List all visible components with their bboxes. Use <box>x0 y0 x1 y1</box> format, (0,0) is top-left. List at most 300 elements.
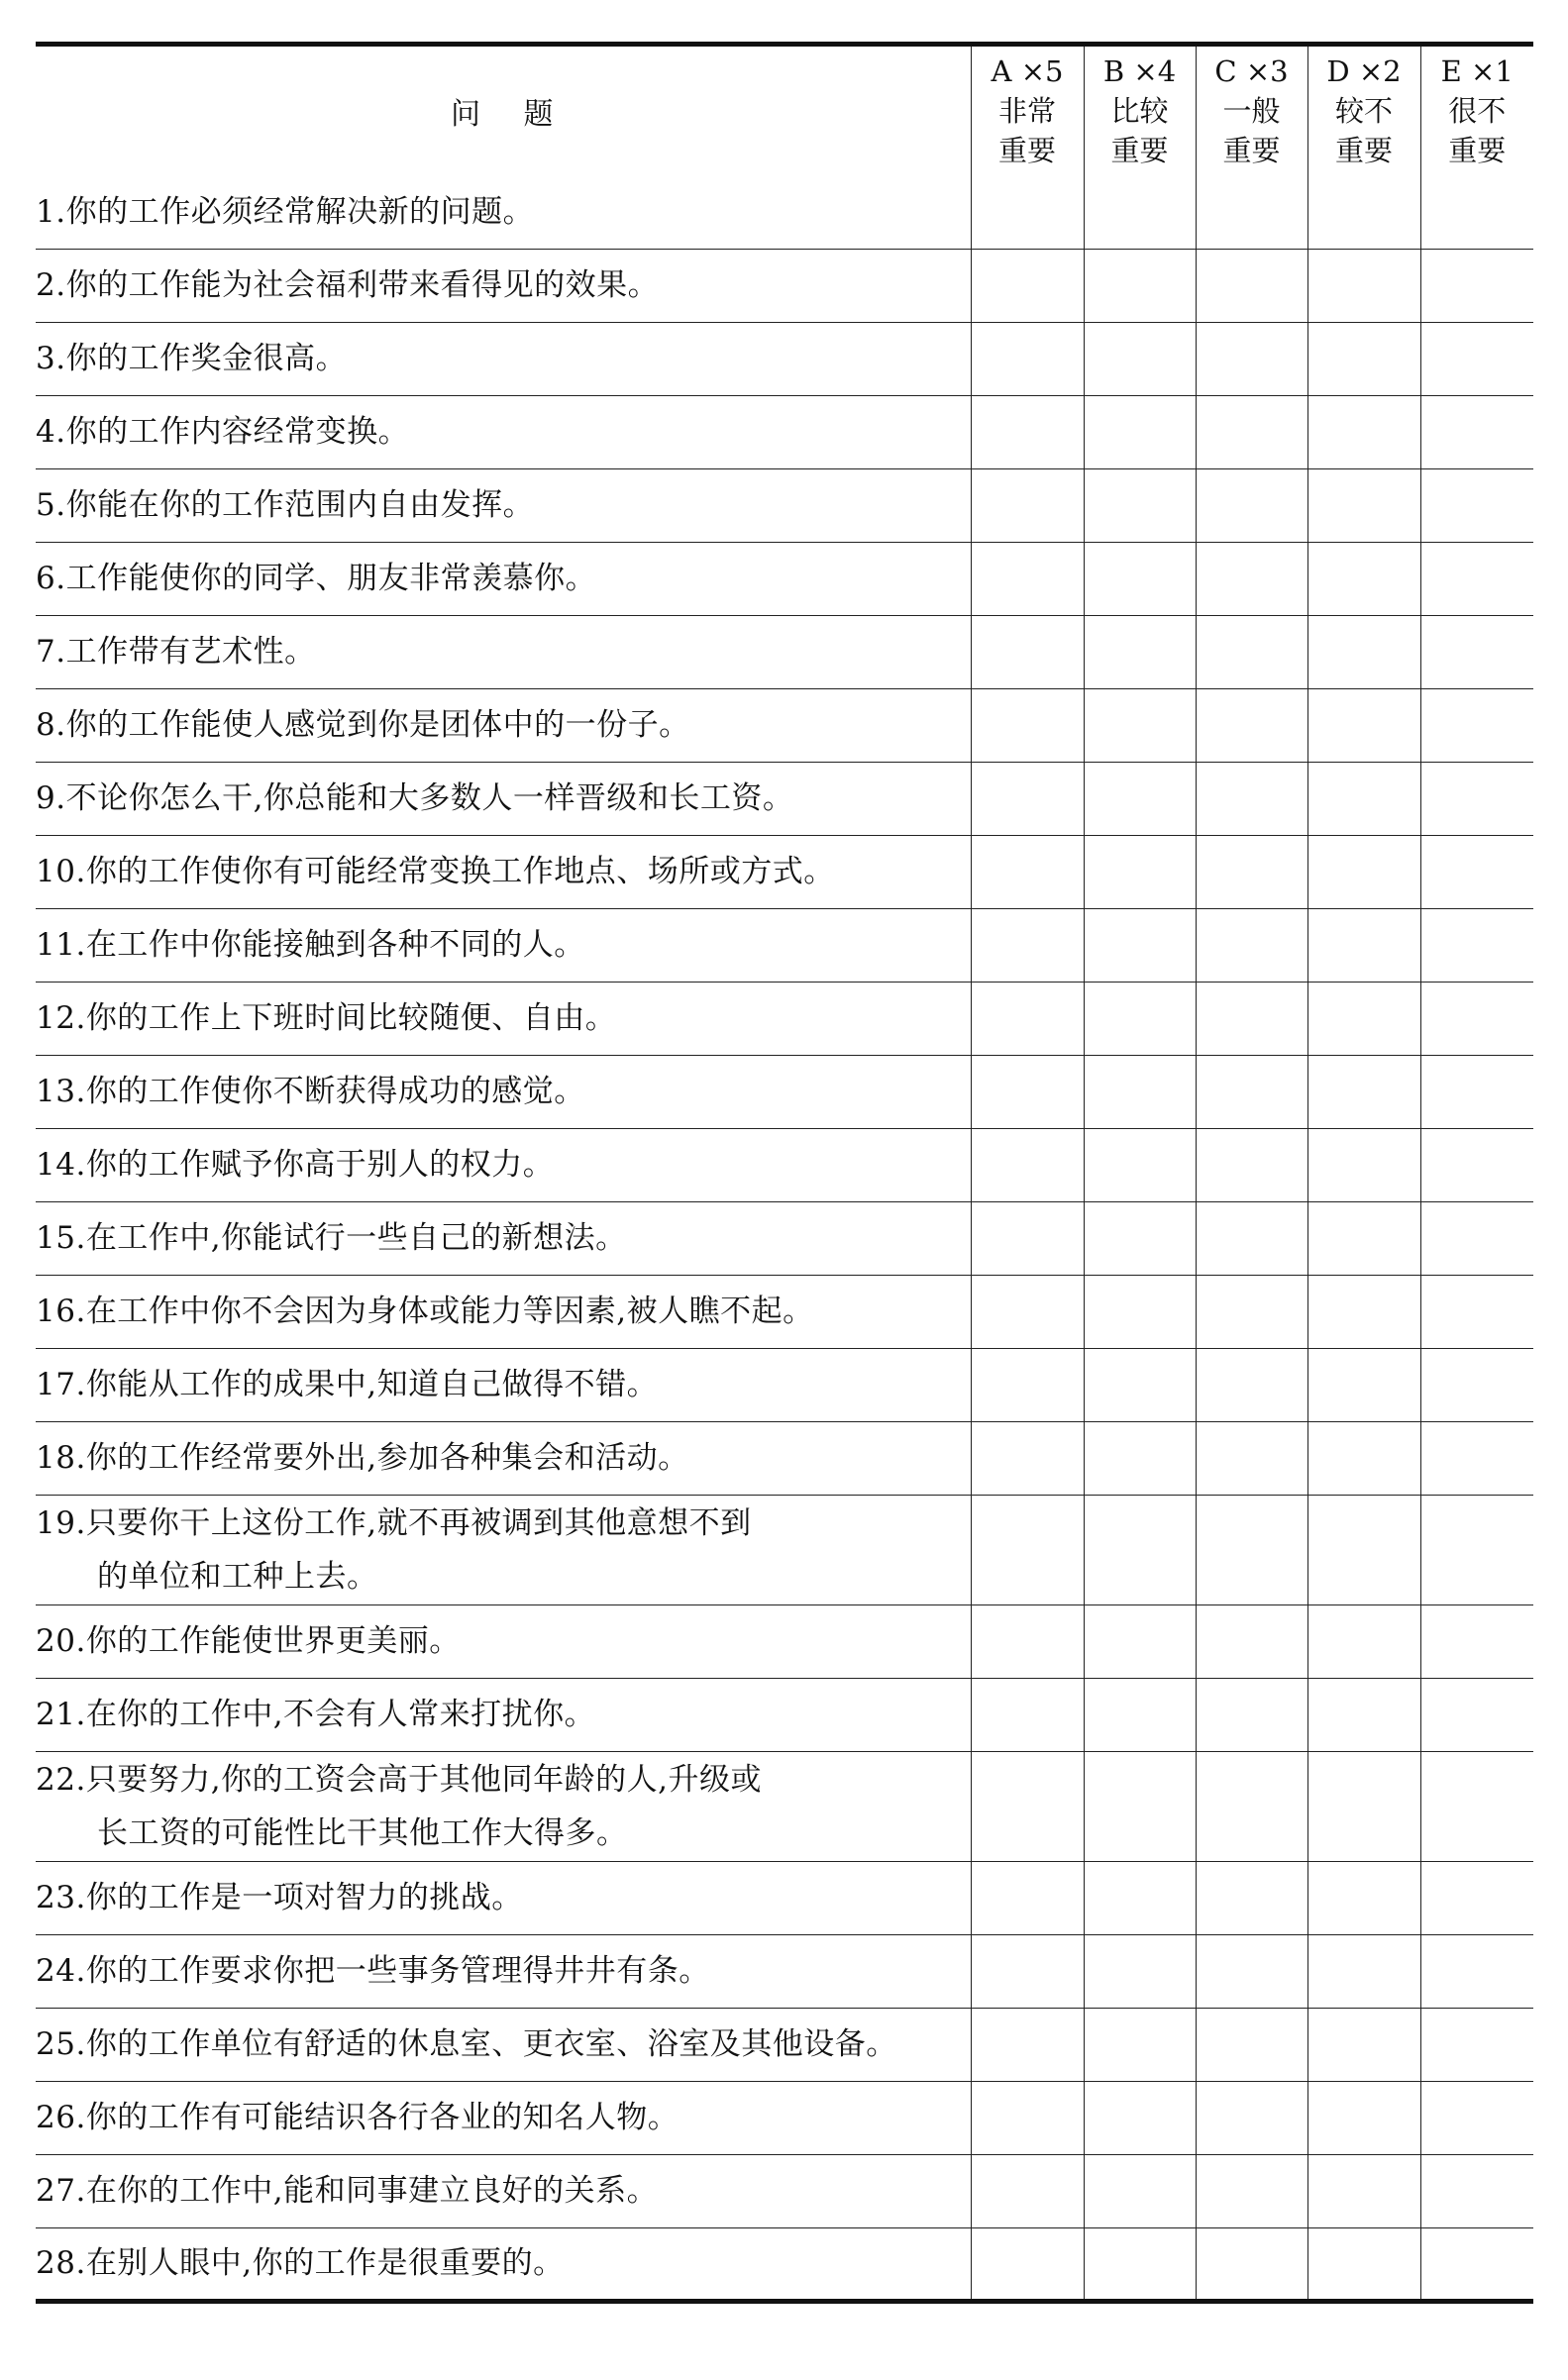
question-text: 你的工作要求你把一些事务管理得井井有条。 <box>85 1953 710 1989</box>
question-text: 你能在你的工作范围内自由发挥。 <box>65 487 535 523</box>
answer-cell-c[interactable] <box>1196 468 1307 542</box>
option-label-line2: 重要 <box>997 134 1056 167</box>
answer-cell-c[interactable] <box>1196 1604 1307 1678</box>
answer-cell-c[interactable] <box>1196 982 1307 1055</box>
answer-cell-d[interactable] <box>1307 175 1420 249</box>
question-row <box>36 468 1533 542</box>
question-line <box>36 2244 971 2282</box>
answer-cell-c[interactable] <box>1196 2081 1307 2154</box>
question-text: 在工作中你不会因为身体或能力等因素,被人瞧不起。 <box>85 1293 814 1329</box>
question-cell <box>36 322 971 395</box>
question-cell <box>36 1128 971 1201</box>
answer-cell-d[interactable] <box>1307 2008 1420 2081</box>
question-row <box>36 1275 1533 1348</box>
answer-cell-e[interactable] <box>1420 175 1533 249</box>
question-text: 你的工作有可能结识各行各业的知名人物。 <box>85 2100 679 2135</box>
question-text: 不论你怎么干,你总能和大多数人一样晋级和长工资。 <box>65 780 794 816</box>
question-line <box>36 413 971 451</box>
answer-cell-d[interactable] <box>1307 1751 1420 1861</box>
question-row <box>36 1604 1533 1678</box>
question-text: 在你的工作中,能和同事建立良好的关系。 <box>85 2173 659 2209</box>
answer-cell-c[interactable] <box>1196 908 1307 982</box>
answer-cell-c[interactable] <box>1196 1861 1307 1934</box>
question-line <box>36 1219 971 1257</box>
answer-cell-d[interactable] <box>1307 688 1420 762</box>
question-line <box>36 779 971 817</box>
answer-cell-b[interactable] <box>1084 982 1196 1055</box>
answer-cell-a[interactable] <box>971 1678 1084 1751</box>
question-line <box>36 1696 971 1733</box>
question-cell <box>36 468 971 542</box>
answer-cell-d[interactable] <box>1307 1055 1420 1128</box>
question-row <box>36 688 1533 762</box>
question-row <box>36 322 1533 395</box>
question-row <box>36 908 1533 982</box>
answer-cell-d[interactable] <box>1307 395 1420 468</box>
answer-cell-b[interactable] <box>1084 175 1196 249</box>
answer-cell-a[interactable] <box>971 1495 1084 1604</box>
answer-cell-e[interactable] <box>1420 1861 1533 1934</box>
question-cell <box>36 1934 971 2008</box>
question-row <box>36 175 1533 249</box>
answer-cell-b[interactable] <box>1084 2008 1196 2081</box>
answer-cell-d[interactable] <box>1307 2227 1420 2301</box>
question-line <box>36 853 971 890</box>
answer-cell-c[interactable] <box>1196 1934 1307 2008</box>
question-number: 22. <box>36 1761 86 1798</box>
answer-cell-d[interactable] <box>1307 1421 1420 1495</box>
question-row <box>36 2154 1533 2227</box>
question-number: 25. <box>36 2026 86 2062</box>
answer-cell-c[interactable] <box>1196 2154 1307 2227</box>
answer-cell-d[interactable] <box>1307 249 1420 322</box>
option-code: D ×2 <box>1326 54 1402 88</box>
question-line <box>36 1073 971 1110</box>
answer-cell-b[interactable] <box>1084 1275 1196 1348</box>
answer-cell-a[interactable] <box>971 1421 1084 1495</box>
question-row <box>36 2227 1533 2301</box>
question-number: 26. <box>36 2100 86 2135</box>
answer-cell-a[interactable] <box>971 688 1084 762</box>
answer-cell-e[interactable] <box>1420 1348 1533 1421</box>
answer-cell-e[interactable] <box>1420 1421 1533 1495</box>
answer-cell-d[interactable] <box>1307 982 1420 1055</box>
question-list <box>36 175 1533 2301</box>
question-column-header: 问 题 <box>36 45 971 176</box>
answer-cell-c[interactable] <box>1196 835 1307 908</box>
answer-cell-d[interactable] <box>1307 1348 1420 1421</box>
option-code: E ×1 <box>1440 54 1514 88</box>
answer-cell-e[interactable] <box>1420 1934 1533 2008</box>
answer-cell-c[interactable] <box>1196 1348 1307 1421</box>
question-text: 你的工作奖金很高。 <box>65 341 348 376</box>
question-number: 24. <box>36 1953 86 1989</box>
answer-cell-c[interactable] <box>1196 542 1307 615</box>
answer-cell-b[interactable] <box>1084 1128 1196 1201</box>
answer-cell-e[interactable] <box>1420 982 1533 1055</box>
question-row <box>36 1421 1533 1495</box>
question-number: 5. <box>36 487 66 523</box>
answer-cell-a[interactable] <box>971 835 1084 908</box>
answer-cell-c[interactable] <box>1196 1201 1307 1275</box>
answer-cell-c[interactable] <box>1196 395 1307 468</box>
question-text: 你的工作经常要外出,参加各种集会和活动。 <box>85 1440 689 1476</box>
option-label-line2: 重要 <box>1448 134 1507 167</box>
answer-cell-b[interactable] <box>1084 249 1196 322</box>
question-cell <box>36 1678 971 1751</box>
answer-cell-b[interactable] <box>1084 1348 1196 1421</box>
question-number: 4. <box>36 414 66 450</box>
answer-cell-d[interactable] <box>1307 1128 1420 1201</box>
answer-cell-d[interactable] <box>1307 1495 1420 1604</box>
question-text: 你的工作赋予你高于别人的权力。 <box>85 1147 555 1183</box>
answer-cell-e[interactable] <box>1420 762 1533 835</box>
question-line <box>36 486 971 524</box>
answer-cell-b[interactable] <box>1084 835 1196 908</box>
header-row <box>36 45 1533 176</box>
option-header-e <box>1420 45 1533 176</box>
answer-cell-e[interactable] <box>1420 1751 1533 1861</box>
option-header-d <box>1307 45 1420 176</box>
question-row <box>36 615 1533 688</box>
question-text: 你的工作必须经常解决新的问题。 <box>65 193 535 230</box>
question-number: 17. <box>36 1367 86 1402</box>
answer-cell-b[interactable] <box>1084 1861 1196 1934</box>
question-row <box>36 2008 1533 2081</box>
answer-cell-d[interactable] <box>1307 2081 1420 2154</box>
answer-cell-a[interactable] <box>971 2081 1084 2154</box>
question-line <box>36 560 971 597</box>
question-row <box>36 1055 1533 1128</box>
question-row <box>36 1861 1533 1934</box>
question-cell <box>36 2227 971 2301</box>
answer-cell-c[interactable] <box>1196 1751 1307 1861</box>
answer-cell-e[interactable] <box>1420 1275 1533 1348</box>
question-number: 6. <box>36 561 66 596</box>
answer-cell-b[interactable] <box>1084 1201 1196 1275</box>
question-cell <box>36 688 971 762</box>
question-text: 你的工作单位有舒适的休息室、更衣室、浴室及其他设备。 <box>85 2026 897 2062</box>
answer-cell-b[interactable] <box>1084 1934 1196 2008</box>
question-cell <box>36 1604 971 1678</box>
question-line <box>36 1439 971 1477</box>
answer-cell-d[interactable] <box>1307 908 1420 982</box>
answer-cell-b[interactable] <box>1084 2154 1196 2227</box>
question-line <box>36 1366 971 1403</box>
answer-cell-c[interactable] <box>1196 2008 1307 2081</box>
answer-cell-e[interactable] <box>1420 2227 1533 2301</box>
question-line <box>36 1504 971 1542</box>
question-line <box>36 266 971 304</box>
question-text: 只要努力,你的工资会高于其他同年龄的人,升级或 <box>85 1761 763 1798</box>
answer-cell-d[interactable] <box>1307 542 1420 615</box>
question-text: 你的工作使你不断获得成功的感觉。 <box>85 1074 585 1109</box>
answer-cell-e[interactable] <box>1420 1678 1533 1751</box>
answer-cell-a[interactable] <box>971 908 1084 982</box>
answer-cell-d[interactable] <box>1307 1201 1420 1275</box>
answer-cell-e[interactable] <box>1420 1055 1533 1128</box>
answer-cell-e[interactable] <box>1420 542 1533 615</box>
option-label-line1: 非常 <box>997 94 1056 128</box>
option-header-a <box>971 45 1084 176</box>
question-text: 工作能使你的同学、朋友非常羡慕你。 <box>65 561 597 596</box>
answer-cell-b[interactable] <box>1084 542 1196 615</box>
answer-cell-d[interactable] <box>1307 762 1420 835</box>
answer-cell-d[interactable] <box>1307 1604 1420 1678</box>
answer-cell-c[interactable] <box>1196 1128 1307 1201</box>
question-line <box>36 193 971 231</box>
answer-cell-c[interactable] <box>1196 322 1307 395</box>
question-row <box>36 1201 1533 1275</box>
answer-cell-c[interactable] <box>1196 2227 1307 2301</box>
answer-cell-e[interactable] <box>1420 908 1533 982</box>
answer-cell-a[interactable] <box>971 249 1084 322</box>
answer-cell-e[interactable] <box>1420 322 1533 395</box>
option-code: C ×3 <box>1214 54 1289 88</box>
question-line <box>36 1879 971 1916</box>
option-label-line2: 重要 <box>1222 134 1281 167</box>
question-cell <box>36 1201 971 1275</box>
answer-cell-d[interactable] <box>1307 1861 1420 1934</box>
answer-cell-a[interactable] <box>971 1751 1084 1861</box>
answer-cell-a[interactable] <box>971 1604 1084 1678</box>
option-header-b <box>1084 45 1196 176</box>
answer-cell-d[interactable] <box>1307 1275 1420 1348</box>
answer-cell-e[interactable] <box>1420 249 1533 322</box>
answer-cell-e[interactable] <box>1420 615 1533 688</box>
option-label-line1: 较不 <box>1334 94 1393 128</box>
answer-cell-c[interactable] <box>1196 1678 1307 1751</box>
answer-cell-c[interactable] <box>1196 1055 1307 1128</box>
option-label-line1: 比较 <box>1110 94 1169 128</box>
question-cell <box>36 542 971 615</box>
answer-cell-e[interactable] <box>1420 468 1533 542</box>
question-number: 2. <box>36 267 66 303</box>
option-label-line2: 重要 <box>1110 134 1169 167</box>
question-cell <box>36 1421 971 1495</box>
question-cell <box>36 1055 971 1128</box>
question-line <box>36 340 971 377</box>
answer-cell-a[interactable] <box>971 2227 1084 2301</box>
question-row <box>36 1678 1533 1751</box>
answer-cell-e[interactable] <box>1420 835 1533 908</box>
answer-cell-b[interactable] <box>1084 2227 1196 2301</box>
question-line <box>36 706 971 744</box>
question-number: 10. <box>36 854 86 889</box>
question-number: 3. <box>36 341 66 376</box>
answer-cell-e[interactable] <box>1420 395 1533 468</box>
question-line <box>36 1622 971 1660</box>
question-cell <box>36 395 971 468</box>
question-cell <box>36 1861 971 1934</box>
answer-cell-a[interactable] <box>971 468 1084 542</box>
answer-cell-b[interactable] <box>1084 1421 1196 1495</box>
question-line <box>36 2025 971 2063</box>
question-text: 只要你干上这份工作,就不再被调到其他意想不到 <box>85 1504 752 1541</box>
question-number: 14. <box>36 1147 86 1183</box>
answer-cell-b[interactable] <box>1084 1055 1196 1128</box>
question-cell <box>36 908 971 982</box>
answer-cell-e[interactable] <box>1420 2154 1533 2227</box>
question-text: 你的工作使你有可能经常变换工作地点、场所或方式。 <box>85 854 835 889</box>
answer-cell-c[interactable] <box>1196 688 1307 762</box>
answer-cell-c[interactable] <box>1196 1421 1307 1495</box>
question-row <box>36 395 1533 468</box>
answer-cell-e[interactable] <box>1420 1201 1533 1275</box>
answer-cell-a[interactable] <box>971 1055 1084 1128</box>
question-cell <box>36 1275 971 1348</box>
answer-cell-a[interactable] <box>971 1934 1084 2008</box>
question-line <box>36 633 971 671</box>
question-cell <box>36 249 971 322</box>
question-cell <box>36 1495 971 1604</box>
answer-cell-b[interactable] <box>1084 1604 1196 1678</box>
answer-cell-a[interactable] <box>971 615 1084 688</box>
answer-cell-b[interactable] <box>1084 395 1196 468</box>
answer-cell-a[interactable] <box>971 1275 1084 1348</box>
question-row <box>36 1934 1533 2008</box>
question-number: 27. <box>36 2173 86 2209</box>
question-number: 20. <box>36 1623 86 1659</box>
answer-cell-d[interactable] <box>1307 2154 1420 2227</box>
question-cell <box>36 1751 971 1861</box>
question-text: 在工作中,你能试行一些自己的新想法。 <box>85 1220 627 1256</box>
question-line <box>36 1293 971 1330</box>
question-line <box>36 926 971 964</box>
question-cell <box>36 2154 971 2227</box>
answer-cell-a[interactable] <box>971 1348 1084 1421</box>
question-line <box>36 1952 971 1990</box>
question-row <box>36 542 1533 615</box>
question-text: 你的工作能使人感觉到你是团体中的一份子。 <box>65 707 690 743</box>
answer-cell-a[interactable] <box>971 2154 1084 2227</box>
question-text: 在你的工作中,不会有人常来打扰你。 <box>85 1697 596 1732</box>
question-row <box>36 1348 1533 1421</box>
question-cell <box>36 835 971 908</box>
answer-cell-e[interactable] <box>1420 2008 1533 2081</box>
question-row <box>36 982 1533 1055</box>
answer-cell-e[interactable] <box>1420 688 1533 762</box>
answer-cell-b[interactable] <box>1084 762 1196 835</box>
answer-cell-e[interactable] <box>1420 1128 1533 1201</box>
question-number: 28. <box>36 2245 86 2281</box>
answer-cell-c[interactable] <box>1196 249 1307 322</box>
answer-cell-e[interactable] <box>1420 2081 1533 2154</box>
question-cell <box>36 175 971 249</box>
answer-cell-a[interactable] <box>971 542 1084 615</box>
answer-cell-a[interactable] <box>971 175 1084 249</box>
option-label-line2: 重要 <box>1334 134 1393 167</box>
answer-cell-c[interactable] <box>1196 1275 1307 1348</box>
question-number: 1. <box>36 193 66 230</box>
question-line <box>36 1146 971 1184</box>
answer-cell-a[interactable] <box>971 982 1084 1055</box>
question-number: 19. <box>36 1504 86 1541</box>
question-row <box>36 1751 1533 1861</box>
question-text: 在工作中你能接触到各种不同的人。 <box>85 927 585 963</box>
question-text: 你能从工作的成果中,知道自己做得不错。 <box>85 1367 659 1402</box>
answer-cell-d[interactable] <box>1307 835 1420 908</box>
answer-cell-a[interactable] <box>971 2008 1084 2081</box>
answer-cell-d[interactable] <box>1307 1678 1420 1751</box>
question-text-continued: 的单位和工种上去。 <box>97 1558 378 1595</box>
answer-cell-c[interactable] <box>1196 175 1307 249</box>
question-text: 你的工作能使世界更美丽。 <box>85 1623 461 1659</box>
question-number: 11. <box>36 927 86 963</box>
question-cell <box>36 982 971 1055</box>
question-cell <box>36 762 971 835</box>
answer-cell-a[interactable] <box>971 1201 1084 1275</box>
question-text-continued: 长工资的可能性比干其他工作大得多。 <box>97 1814 628 1851</box>
answer-cell-e[interactable] <box>1420 1495 1533 1604</box>
answer-cell-a[interactable] <box>971 1128 1084 1201</box>
answer-cell-b[interactable] <box>1084 1495 1196 1604</box>
answer-cell-c[interactable] <box>1196 615 1307 688</box>
answer-cell-b[interactable] <box>1084 688 1196 762</box>
question-row <box>36 2081 1533 2154</box>
answer-cell-b[interactable] <box>1084 322 1196 395</box>
question-number: 15. <box>36 1220 86 1256</box>
answer-cell-a[interactable] <box>971 395 1084 468</box>
question-text: 工作带有艺术性。 <box>65 634 316 670</box>
question-row <box>36 762 1533 835</box>
answer-cell-c[interactable] <box>1196 762 1307 835</box>
question-cell <box>36 2008 971 2081</box>
question-line <box>36 999 971 1037</box>
question-text: 在别人眼中,你的工作是很重要的。 <box>85 2245 565 2281</box>
option-label-line1: 很不 <box>1448 94 1507 128</box>
answer-cell-d[interactable] <box>1307 322 1420 395</box>
question-number: 7. <box>36 634 66 670</box>
question-text: 你的工作上下班时间比较随便、自由。 <box>85 1000 617 1036</box>
answer-cell-c[interactable] <box>1196 1495 1307 1604</box>
question-number: 9. <box>36 780 66 816</box>
option-label-line1: 一般 <box>1222 94 1281 128</box>
question-row <box>36 1495 1533 1604</box>
answer-cell-b[interactable] <box>1084 468 1196 542</box>
answer-cell-b[interactable] <box>1084 615 1196 688</box>
answer-cell-e[interactable] <box>1420 1604 1533 1678</box>
question-number: 8. <box>36 707 66 743</box>
answer-cell-b[interactable] <box>1084 2081 1196 2154</box>
answer-cell-b[interactable] <box>1084 908 1196 982</box>
question-line <box>36 1761 971 1799</box>
answer-cell-a[interactable] <box>971 762 1084 835</box>
work-values-survey-table <box>36 42 1533 2304</box>
question-number: 23. <box>36 1880 86 1915</box>
question-row <box>36 249 1533 322</box>
question-text: 你的工作内容经常变换。 <box>65 414 410 450</box>
answer-cell-b[interactable] <box>1084 1678 1196 1751</box>
question-cell <box>36 2081 971 2154</box>
question-line <box>36 2099 971 2136</box>
answer-cell-d[interactable] <box>1307 468 1420 542</box>
answer-cell-a[interactable] <box>971 322 1084 395</box>
question-number: 18. <box>36 1440 86 1476</box>
option-code: A ×5 <box>991 54 1064 88</box>
option-header-c <box>1196 45 1307 176</box>
question-number: 16. <box>36 1293 86 1329</box>
answer-cell-d[interactable] <box>1307 615 1420 688</box>
question-line <box>36 2172 971 2210</box>
question-number: 21. <box>36 1697 86 1732</box>
question-text: 你的工作是一项对智力的挑战。 <box>85 1880 523 1915</box>
answer-cell-d[interactable] <box>1307 1934 1420 2008</box>
answer-cell-b[interactable] <box>1084 1751 1196 1861</box>
option-code: B ×4 <box>1102 54 1177 88</box>
question-text: 你的工作能为社会福利带来看得见的效果。 <box>65 267 660 303</box>
answer-cell-a[interactable] <box>971 1861 1084 1934</box>
